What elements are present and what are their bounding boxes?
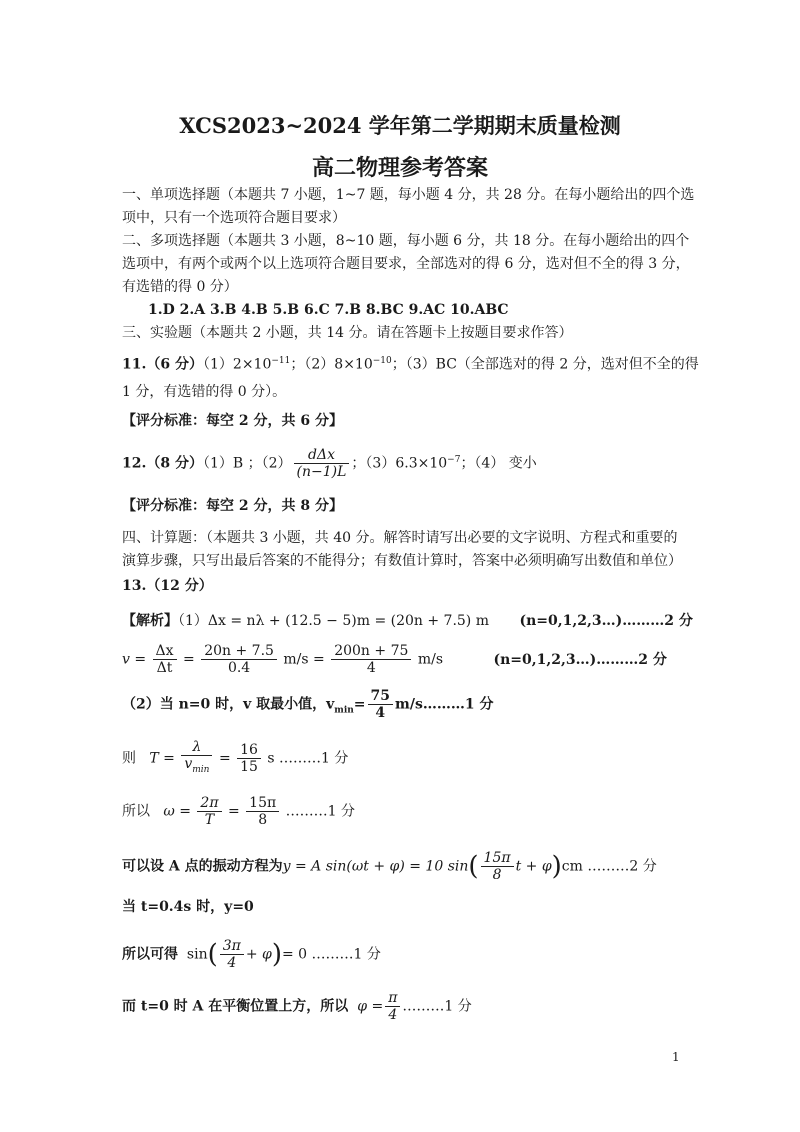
q13-step6 <box>122 850 657 883</box>
part2-line3: 有选错的得 0 分） <box>122 279 238 295</box>
q11-v1: 2×10 <box>232 356 272 373</box>
q13-s4-frac2 <box>237 742 261 775</box>
q12-frac-den: (n−1)L <box>296 464 347 480</box>
q13-s8-inner: + φ <box>245 946 272 963</box>
q13-s6-prefix: 可以设 A 点的振动方程为 <box>122 858 283 875</box>
q13-s4-eq: = <box>218 750 231 767</box>
q13-s4-prefix: 则 <box>122 750 136 767</box>
q12-criteria: 【评分标准：每空 2 分，共 8 分】 <box>122 498 343 514</box>
frac-den: 8 <box>492 867 502 883</box>
q13-s3-tail: m/s………1 分 <box>395 696 494 713</box>
frac-den: Δt <box>156 660 173 676</box>
frac-num: λ <box>181 739 212 756</box>
q13-s2-lhs: v = <box>122 651 147 668</box>
frac-num: 15π <box>246 795 279 812</box>
q11-a1: （1） <box>202 356 233 373</box>
q13-s8-frac <box>220 938 244 971</box>
frac-num: 16 <box>237 742 261 759</box>
frac-num: 20n + 7.5 <box>201 643 277 660</box>
q12-v3: 6.3×10 <box>395 455 448 472</box>
q12-a3: ；（3） <box>351 455 396 472</box>
q13-s9-lhs: φ = <box>357 998 384 1015</box>
frac-den: 0.4 <box>227 660 251 676</box>
q13-s3-eq: = <box>353 696 366 713</box>
right-paren: ) <box>551 851 562 882</box>
q11-criteria: 【评分标准：每空 2 分，共 6 分】 <box>122 413 343 429</box>
answer-key: 1.D 2.A 3.B 4.B 5.B 6.C 7.B 8.BC 9.AC 10.ABC <box>148 302 509 318</box>
q13-s6-eq: y = A sin(ωt + φ) = 10 sin <box>282 858 469 875</box>
q11-line2: 1 分，有选错的得 0 分）。 <box>122 384 287 400</box>
q13-step1 <box>122 612 693 630</box>
q12-head: 12.（8 分） <box>122 455 203 472</box>
q13-step7: 当 t=0.4s 时，y=0 <box>122 899 254 915</box>
q13-s6-frac <box>481 850 514 883</box>
q13-s1-cond: (n=0,1,2,3…)………2 分 <box>519 613 693 629</box>
part1-line1: 一、单项选择题（本题共 7 小题，1~7 题，每小题 4 分，共 28 分。在每小题给出的四个选 <box>122 187 695 203</box>
q13-s8-sin: sin <box>186 946 208 963</box>
frac-num: 3π <box>220 938 244 955</box>
part4-line2: 演算步骤，只写出最后答案的不能得分；有数值计算时，答案中必须明确写出数值和单位） <box>122 553 682 569</box>
q13-s5-frac2 <box>246 795 279 828</box>
q12-fraction <box>294 447 350 480</box>
frac-den: v <box>184 756 193 772</box>
q12-a1: （1）B ；（2） <box>202 455 292 472</box>
page-number: 1 <box>672 1050 680 1064</box>
q11-v2: 8×10 <box>334 356 373 373</box>
frac-den: 4 <box>227 955 237 971</box>
q13-s2-frac3 <box>331 643 411 676</box>
part2-line2: 选项中，有两个或两个以上选项符合题目要求，全部选对的得 6 分，选对但不全的得 3 分， <box>122 256 690 272</box>
q13-s2-frac2 <box>201 643 277 676</box>
q11-a3: ；（3）BC（全部选对的得 2 分，选对但不全的得 <box>391 356 699 373</box>
part1-line2: 项中，只有一个选项符合题目要求） <box>122 210 346 226</box>
part2-line1: 二、多项选择题（本题共 3 小题，8~10 题，每小题 6 分，共 18 分。在每小题给出的四个 <box>122 233 690 249</box>
q11-e2: −10 <box>372 356 392 366</box>
q13-step5 <box>122 795 355 828</box>
frac-den: 4 <box>375 705 386 721</box>
q13-s4-tail: s ………1 分 <box>267 750 349 767</box>
q13-s9-frac <box>385 990 400 1023</box>
q13-s4-lhs: T = <box>149 750 175 767</box>
q13-s5-tail: ………1 分 <box>285 803 355 820</box>
q13-s3-sub: min <box>334 705 354 716</box>
q13-s3-frac <box>368 688 393 721</box>
q11-line1 <box>122 352 699 374</box>
q13-s2-cond: (n=0,1,2,3…)………2 分 <box>493 651 667 668</box>
frac-den: 8 <box>258 812 268 828</box>
q12-a4: ；（4） 变小 <box>460 455 537 472</box>
part4-line1: 四、计算题：（本题共 3 小题，共 40 分。解答时请写出必要的文字说明、方程式和重要的 <box>122 530 678 546</box>
q13-s6-inner: t + φ <box>515 858 552 875</box>
q13-s9-tail: ………1 分 <box>402 998 472 1015</box>
q12-frac-num: dΔx <box>294 447 350 464</box>
left-paren: ( <box>468 851 479 882</box>
q13-s2-unit1: m/s = <box>283 651 325 668</box>
frac-den: 15 <box>240 758 258 775</box>
q13-s5-eq: = <box>227 803 240 820</box>
q13-s5-lhs: ω = <box>163 803 191 820</box>
frac-num: 2π <box>197 795 221 812</box>
q13-s9-prefix: 而 t=0 时 A 在平衡位置上方，所以 <box>122 998 349 1015</box>
q13-s3-text: （2）当 n=0 时，v 取最小值，v <box>122 696 335 713</box>
q12-line <box>122 447 537 480</box>
q11-head: 11.（6 分） <box>122 356 203 373</box>
analysis-label: 【解析】 <box>122 613 178 629</box>
q13-s8-tail: = 0 ………1 分 <box>282 946 381 963</box>
q13-s2-eq: = <box>183 651 195 668</box>
q13-s1-prefix: （1） <box>178 613 208 629</box>
right-paren: ) <box>271 939 282 970</box>
q13-s8-prefix: 所以可得 <box>122 946 178 963</box>
q11-e1: −11 <box>271 356 291 366</box>
page-subtitle: 高二物理参考答案 <box>311 155 488 181</box>
q13-step2 <box>122 643 667 676</box>
q13-step3 <box>122 688 493 721</box>
frac-num: π <box>385 990 400 1007</box>
q13-step4 <box>122 739 348 778</box>
part3-line1: 三、实验题（本题共 2 小题，共 14 分。请在答题卡上按题目要求作答） <box>122 325 573 341</box>
q12-e3: −7 <box>447 454 461 465</box>
frac-num: 200n + 75 <box>331 643 411 660</box>
q13-head: 13.（12 分） <box>122 578 213 594</box>
q13-s4-frac <box>181 739 212 778</box>
frac-den: 4 <box>366 660 376 676</box>
frac-den: 4 <box>388 1007 398 1023</box>
frac-den: T <box>204 812 215 828</box>
frac-num: Δx <box>153 643 177 660</box>
frac-den-sub: min <box>192 764 210 775</box>
left-paren: ( <box>207 939 218 970</box>
page-title: XCS2023~2024 学年第二学期期末质量检测 <box>179 113 621 138</box>
q13-s5-frac <box>197 795 221 828</box>
q13-s5-prefix: 所以 <box>122 803 150 820</box>
q13-s2-unit2: m/s <box>417 651 444 668</box>
q11-a2: ；（2） <box>290 356 335 373</box>
q13-s6-tail: cm ………2 分 <box>561 858 657 875</box>
frac-num: 75 <box>368 688 393 705</box>
q13-step8 <box>122 938 381 971</box>
frac-num: 15π <box>481 850 514 867</box>
q13-s1-eq: Δx = nλ + (12.5 − 5)m = (20n + 7.5) m <box>207 613 489 629</box>
q13-step9 <box>122 990 472 1023</box>
q13-s2-frac1 <box>153 643 177 676</box>
